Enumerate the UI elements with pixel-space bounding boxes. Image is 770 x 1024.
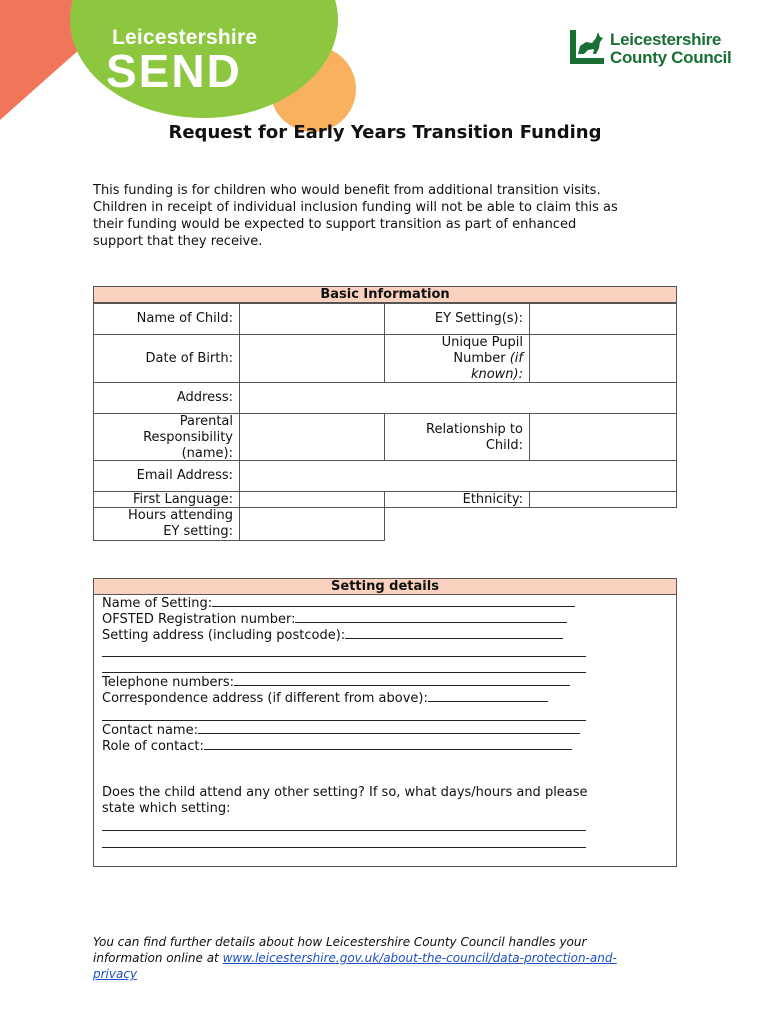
send-logo-text-main: SEND (106, 45, 242, 97)
other-setting-question: Does the child attend any other setting? If so, what days/hours and please (102, 785, 588, 800)
setting-details-box (93, 594, 677, 867)
contact-name-field[interactable] (198, 722, 580, 734)
hours-attending-label: Hours attending EY setting: (93, 507, 240, 541)
contact-name-line: Contact name: (102, 722, 580, 739)
setting-details-heading: Setting details (93, 578, 677, 595)
role-of-contact-line: Role of contact: (102, 738, 572, 755)
council-logo-line1: Leicestershire (610, 30, 722, 49)
other-setting-field[interactable] (102, 830, 586, 831)
privacy-link[interactable]: www.leicestershire.gov.uk/about-the-council/data-protection-and- (222, 951, 617, 965)
council-logo-line2: County Council (610, 48, 732, 67)
setting-address-line: Setting address (including postcode): (102, 627, 563, 644)
fox-emblem-icon (570, 28, 606, 66)
email-label: Email Address: (93, 460, 240, 492)
first-language-field[interactable] (239, 491, 385, 508)
ofsted-line: OFSTED Registration number: (102, 611, 567, 628)
email-field[interactable] (239, 460, 677, 492)
date-of-birth-field[interactable] (239, 334, 385, 383)
ofsted-field[interactable] (295, 611, 567, 623)
name-of-setting-field[interactable] (212, 595, 575, 607)
other-setting-field-2[interactable] (102, 847, 586, 848)
page-title: Request for Early Years Transition Funding (168, 122, 602, 143)
telephone-line: Telephone numbers: (102, 674, 570, 691)
upn-label: Unique Pupil Number (if known): (384, 334, 530, 383)
upn-field[interactable] (529, 334, 677, 383)
setting-address-field-3[interactable] (102, 672, 586, 673)
ethnicity-field[interactable] (529, 491, 677, 508)
address-label: Address: (93, 382, 240, 414)
correspondence-field-2[interactable] (102, 720, 586, 721)
ethnicity-label: Ethnicity: (384, 491, 530, 508)
basic-info-table (93, 303, 677, 541)
basic-info-heading: Basic Information (93, 286, 677, 303)
setting-address-field[interactable] (345, 627, 563, 639)
ey-settings-label: EY Setting(s): (384, 303, 530, 335)
correspondence-field[interactable] (428, 690, 548, 702)
ey-settings-field[interactable] (529, 303, 677, 335)
intro-paragraph: This funding is for children who would benefit from additional transition visits. Children in receipt of individual inclusion funding will not be able to claim this as their funding would be expected to support transition as part of enhanced support that they receive. (93, 183, 618, 249)
council-logo (570, 28, 740, 68)
name-of-child-field[interactable] (239, 303, 385, 335)
name-of-setting-line: Name of Setting: (102, 595, 575, 612)
relationship-field[interactable] (529, 413, 677, 461)
relationship-label: Relationship to Child: (384, 413, 530, 461)
parental-responsibility-label: Parental Responsibility (name): (93, 413, 240, 461)
correspondence-line: Correspondence address (if different from above): (102, 690, 548, 707)
page-header (0, 0, 770, 122)
hours-attending-field[interactable] (239, 507, 385, 541)
name-of-child-label: Name of Child: (93, 303, 240, 335)
address-field[interactable] (239, 382, 677, 414)
send-logo-text-top: Leicestershire (112, 26, 258, 49)
parental-responsibility-field[interactable] (239, 413, 385, 461)
privacy-footer: You can find further details about how Leicestershire County Council handles your information online at www.leicestershire.gov.uk/about-the-council/data-protection-and- privacy (93, 935, 617, 981)
setting-address-field-2[interactable] (102, 656, 586, 657)
other-setting-question-2: state which setting: (102, 801, 231, 816)
privacy-link-continued[interactable]: privacy (93, 967, 138, 981)
date-of-birth-label: Date of Birth: (93, 334, 240, 383)
role-of-contact-field[interactable] (204, 738, 572, 750)
first-language-label: First Language: (93, 491, 240, 508)
telephone-field[interactable] (234, 674, 570, 686)
